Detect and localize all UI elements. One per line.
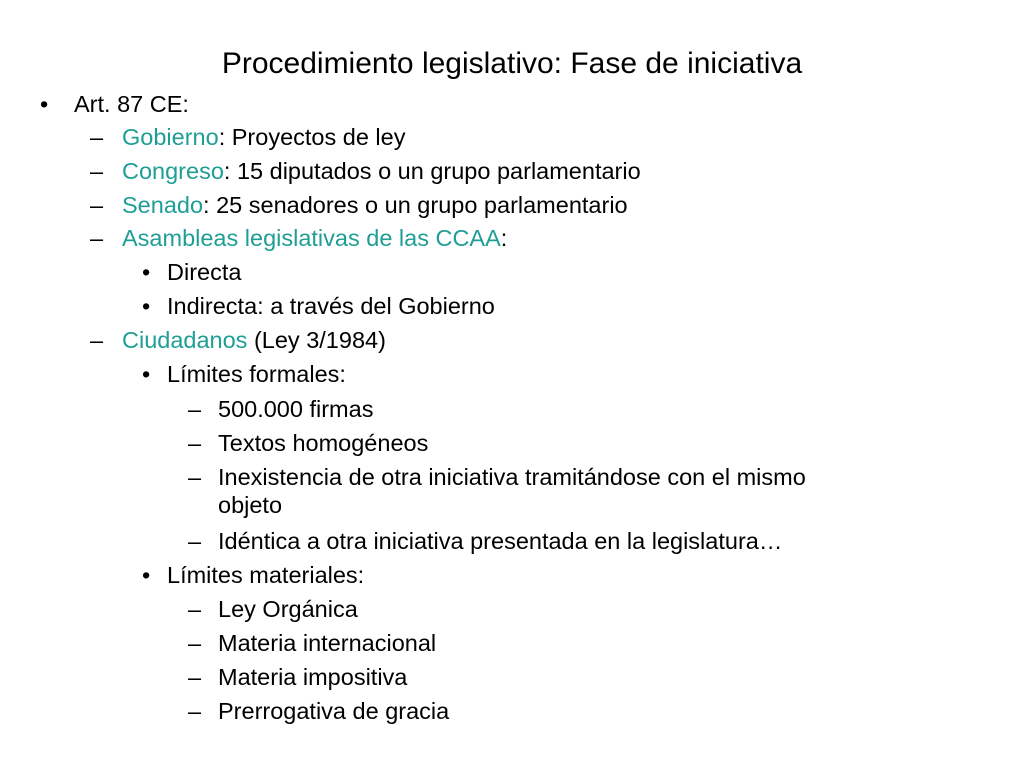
bullet-marker: •	[142, 259, 151, 285]
keyword-congreso: Congreso	[122, 158, 224, 184]
dash-marker: –	[188, 630, 202, 656]
item-ciudadanos-text: (Ley 3/1984)	[247, 327, 386, 353]
dash-marker: –	[90, 124, 104, 150]
item-gobierno-text: : Proyectos de ley	[218, 124, 406, 150]
item-ley-organica: Ley Orgánica	[218, 596, 358, 622]
item-inexistencia-line1: Inexistencia de otra iniciativa tramitándose con el mismo	[218, 464, 806, 490]
item-materia-impositiva: Materia impositiva	[218, 664, 408, 690]
dash-marker: –	[188, 698, 202, 724]
dash-marker: –	[188, 528, 202, 554]
item-asambleas-text: :	[500, 225, 508, 251]
slide-title: Procedimiento legislativo: Fase de iniciativa	[221, 47, 803, 80]
dash-marker: –	[90, 192, 104, 218]
bullet-marker: •	[142, 562, 151, 588]
item-senado	[122, 191, 628, 219]
item-textos: Textos homogéneos	[218, 430, 429, 456]
item-senado-text: : 25 senadores o un grupo parlamentario	[203, 192, 628, 218]
dash-marker: –	[188, 664, 202, 690]
item-ciudadanos	[122, 326, 386, 354]
item-materia-internacional: Materia internacional	[218, 630, 437, 656]
item-inexistencia-line2: objeto	[218, 492, 283, 518]
item-indirecta: Indirecta: a través del Gobierno	[167, 293, 495, 319]
dash-marker: –	[90, 225, 104, 251]
dash-marker: –	[188, 430, 202, 456]
bullet-marker: •	[142, 361, 151, 387]
item-identica: Idéntica a otra iniciativa presentada en la legislatura…	[218, 528, 783, 554]
item-firmas: 500.000 firmas	[218, 396, 374, 422]
item-asambleas	[122, 224, 507, 252]
dash-marker: –	[188, 396, 202, 422]
keyword-asambleas: Asambleas legislativas de las CCAA	[122, 225, 501, 251]
item-congreso	[122, 157, 641, 185]
item-prerrogativa: Prerrogativa de gracia	[218, 698, 450, 724]
item-limites-materiales: Límites materiales:	[167, 562, 365, 588]
item-congreso-text: : 15 diputados o un grupo parlamentario	[223, 158, 641, 184]
keyword-ciudadanos: Ciudadanos	[122, 327, 248, 353]
dash-marker: –	[188, 464, 202, 490]
item-gobierno	[122, 123, 405, 151]
bullet-marker: •	[40, 91, 49, 117]
item-directa: Directa	[167, 259, 242, 285]
dash-marker: –	[188, 596, 202, 622]
bullet-marker: •	[142, 293, 151, 319]
item-art-87: Art. 87 CE:	[74, 91, 189, 117]
item-limites-formales: Límites formales:	[167, 361, 346, 387]
dash-marker: –	[90, 158, 104, 184]
keyword-gobierno: Gobierno	[122, 124, 219, 150]
keyword-senado: Senado	[122, 192, 204, 218]
dash-marker: –	[90, 327, 104, 353]
